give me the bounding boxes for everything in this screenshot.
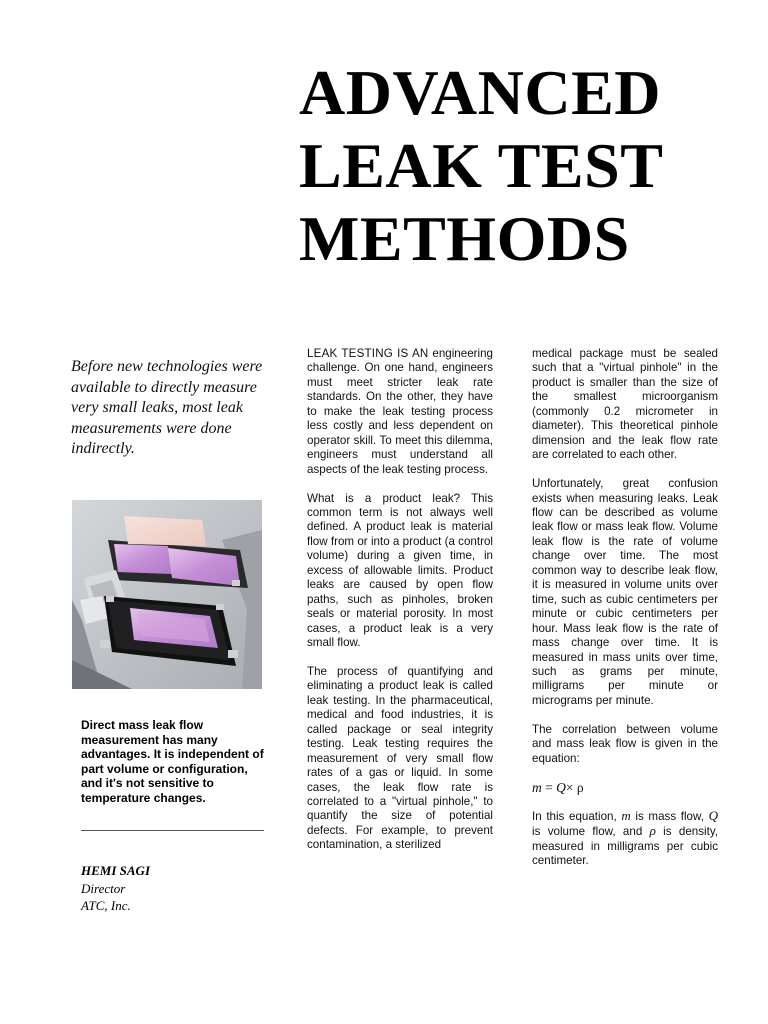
paragraph bbox=[307, 347, 493, 477]
paragraph-text: is density, measured in milligrams per cubic centimeter. bbox=[532, 825, 718, 868]
paragraph-text: engineering challenge. On one hand, engineers must meet stricter leak rate standards. On the other, they have to make the leak testing process less costly and less dependent on operator skill. To meet this dilemma, engineers must understand all aspects of the leak testing process. bbox=[307, 347, 493, 476]
variable-q: Q bbox=[708, 808, 718, 823]
paragraph: medical package must be sealed such that a "virtual pinhole" in the product is smaller than the size of the smallest microorganism (commonly 0.2 micrometer in diameter). This theoretical pinhole dimension and the leak flow rate are correlated to each other. bbox=[532, 347, 718, 462]
paragraph bbox=[532, 809, 718, 869]
author-role: Director bbox=[81, 880, 126, 896]
equation-times: × bbox=[565, 779, 574, 795]
equation-m: m bbox=[532, 779, 542, 795]
body-column-2 bbox=[532, 347, 718, 883]
body-column-1 bbox=[307, 347, 493, 867]
lead-in: LEAK TESTING IS AN bbox=[307, 347, 429, 360]
author-name: HEMI SAGI bbox=[81, 863, 150, 878]
equation-equals: = bbox=[541, 779, 557, 795]
paragraph: What is a product leak? This common term is not always well defined. A product leak is material flow from or into a product (a control volume) during a given time, in excess of allowable limits. Product leaks are caused by open flow paths, such as pinholes, broken seals or material porosity. In most cases, a product leak is a very small flow. bbox=[307, 491, 493, 650]
title-line-3: METHODS bbox=[299, 203, 630, 274]
pull-quote: Before new technologies were available to directly measure very small leaks, most leak measurements were done indirectly. bbox=[71, 358, 263, 457]
title-line-1: ADVANCED bbox=[299, 57, 661, 128]
equation-rho: ρ bbox=[573, 779, 584, 795]
paragraph-text: is mass flow, bbox=[630, 810, 709, 823]
author-company: ATC, Inc. bbox=[81, 898, 131, 913]
article-title bbox=[299, 56, 739, 275]
paragraph: The process of quantifying and eliminating a product leak is called leak testing. In the pharmaceutical, medical and food industries, it is called package or seal integrity testing. Leak testing requires the measurement of very small flow rates of a gas or liquid. In some cases, the leak flow rate is correlated to a "virtual pinhole," to quantify the size of potential defects. For example, to prevent contamination, a sterilized bbox=[307, 664, 493, 852]
leak-test-fixture-photo bbox=[72, 500, 262, 689]
paragraph-text: In this equation, bbox=[532, 810, 622, 823]
variable-rho: ρ bbox=[649, 823, 656, 839]
equation-q: Q bbox=[556, 779, 566, 795]
paragraph-text: is volume flow, and bbox=[532, 825, 650, 839]
paragraph: Unfortunately, great confusion exists when measuring leaks. Leak flow can be described as volume leak flow or mass leak flow. Volume leak flow is the rate of volume change over time. The most common way to describe leak flow, it is measured in volume units over time, such as cubic centimeters per minute or cubic centimeters per hour. Mass leak flow is the rate of mass change over time. It is measured in mass units over time, such as grams per minute, milligrams per minute or micrograms per minute. bbox=[532, 477, 718, 707]
photo-illustration bbox=[72, 500, 262, 689]
paragraph: The correlation between volume and mass leak flow is given in the equation: bbox=[532, 722, 718, 765]
mass-flow-equation bbox=[532, 781, 718, 795]
author-byline bbox=[81, 862, 261, 915]
photo-caption: Direct mass leak flow measurement has many advantages. It is independent of part volume or configuration, and it's not sensitive to temperature changes. bbox=[81, 718, 264, 805]
title-line-2: LEAK TEST bbox=[299, 130, 664, 201]
variable-m: m bbox=[621, 808, 631, 823]
caption-divider bbox=[81, 830, 264, 831]
